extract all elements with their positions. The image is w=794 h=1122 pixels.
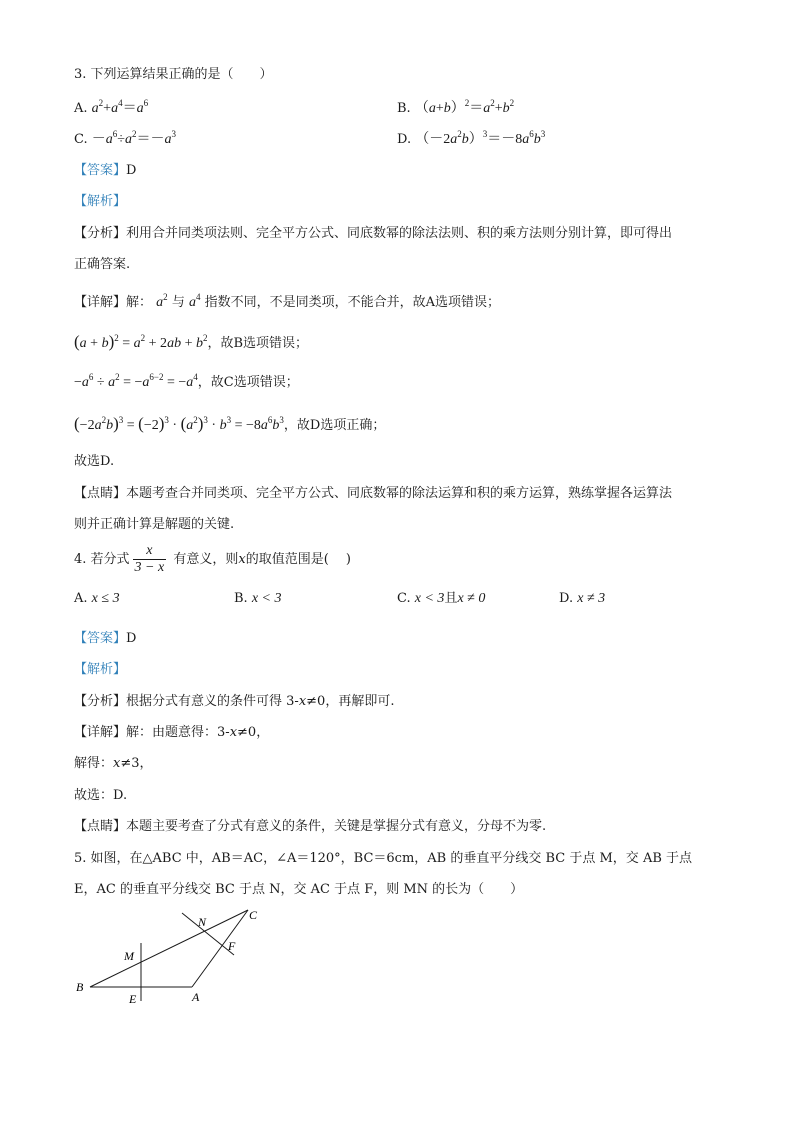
q4-fraction: $\frac{x}{3 - x}$ bbox=[134, 543, 165, 575]
q3-option-b[interactable]: B. $(a+b)^2=a^2+b^2$ bbox=[397, 98, 515, 116]
q4-dianjing: 【点睛】本题主要考查了分式有意义的条件，关键是掌握分式有意义，分母不为零. bbox=[74, 819, 547, 834]
q5-stem-line1: 5. 如图，在△ABC 中，AB＝AC，∠A＝120°，BC＝6cm，AB 的垂直平分线交 BC 于点 M，交 AB 于点 bbox=[74, 851, 693, 866]
label-e: E bbox=[129, 992, 137, 1006]
bisector-ac bbox=[182, 913, 234, 955]
formula-c: $-a^6 \div a^2 = -a^{6-2} = -a^4$ bbox=[74, 372, 198, 390]
q4-option-a[interactable]: A. x ≤ 3 bbox=[74, 591, 120, 606]
q3-dianjing-line1: 【点睛】本题考查合并同类项、完全平方公式、同底数幂的除法运算和积的乘方运算，熟练掌握各运算法 bbox=[74, 486, 673, 501]
q4-jiede: 解得：x≠3， bbox=[74, 756, 153, 771]
label-b: B bbox=[76, 980, 84, 994]
q4-answer bbox=[74, 630, 136, 648]
q4-stem: 4. 若分式 $\frac{x}{3 - x}$ 有意义，则x的取值范围是( ) bbox=[74, 543, 351, 575]
label-c: C bbox=[249, 908, 258, 922]
label-n: N bbox=[198, 915, 207, 929]
q4-conclusion: 故选：D. bbox=[74, 788, 128, 803]
q4-analysis-tag: 【解析】 bbox=[74, 662, 127, 677]
answer-value: D bbox=[126, 163, 137, 178]
answer-tag: 【答案】 bbox=[74, 163, 127, 178]
q3-fenxi-line2: 正确答案. bbox=[74, 257, 131, 272]
side-bc bbox=[90, 910, 248, 987]
q3-step-b: $(a + b)^2 = a^2 + 2ab + b^2$，故B选项错误； bbox=[74, 332, 309, 351]
q3-option-c[interactable]: C. $-a^6\div a^2=-a^3$ bbox=[74, 129, 176, 147]
q3-step-c: $-a^6 \div a^2 = -a^{6-2} = -a^4$，故C选项错误； bbox=[74, 372, 299, 390]
q4-option-b[interactable]: B. x < 3 bbox=[234, 591, 282, 606]
formula-b: $(a + b)^2 = a^2 + 2ab + b^2$ bbox=[74, 332, 208, 351]
label-a: A bbox=[192, 990, 200, 1004]
label-f: F bbox=[228, 939, 236, 953]
q3-conclusion: 故选D. bbox=[74, 454, 115, 469]
q3-step-d: $(-2a^2b)^3 = (-2)^3 \cdot (a^2)^3 \cdot b^3 = -8a^6b^3$，故D选项正确； bbox=[74, 414, 386, 433]
formula-d: $(-2a^2b)^3 = (-2)^3 \cdot (a^2)^3 \cdot b^3 = -8a^6b^3$ bbox=[74, 414, 284, 433]
q3-xiangjie-line1: 【详解】解： $a^2$ 与 $a^4$ 指数不同，不是同类项，不能合并，故A选项错误； bbox=[74, 292, 500, 310]
q3-fenxi-line1: 【分析】利用合并同类项法则、完全平方公式、同底数幂的除法法则、积的乘方法则分别计算，即可得出 bbox=[74, 226, 673, 241]
q3-option-d[interactable]: D. $(-2a^2b)^3=-8a^6b^3$ bbox=[397, 129, 546, 147]
q4-option-c[interactable]: C. x < 3且x ≠ 0 bbox=[397, 591, 486, 606]
q4-xiangjie: 【详解】解：由题意得：3-x≠0， bbox=[74, 725, 270, 740]
q3-answer bbox=[74, 162, 136, 180]
q5-triangle-diagram bbox=[72, 907, 272, 1007]
label-m: M bbox=[124, 949, 134, 963]
q4-fenxi: 【分析】根据分式有意义的条件可得 3-x≠0，再解即可. bbox=[74, 694, 395, 709]
q4-option-d[interactable]: D. x ≠ 3 bbox=[559, 591, 606, 606]
answer-tag: 【答案】 bbox=[74, 631, 127, 646]
q5-stem-line2: E，AC 的垂直平分线交 BC 于点 N，交 AC 于点 F，则 MN 的长为（ ） bbox=[74, 882, 524, 897]
q3-option-a[interactable]: A. $a^2+a^4=a^6$ bbox=[74, 98, 149, 116]
q3-dianjing-line2: 则并正确计算是解题的关键. bbox=[74, 517, 235, 532]
q3-analysis-tag: 【解析】 bbox=[74, 194, 127, 209]
answer-value: D bbox=[126, 631, 137, 646]
q3-stem: 3. 下列运算结果正确的是（ ） bbox=[74, 67, 273, 82]
